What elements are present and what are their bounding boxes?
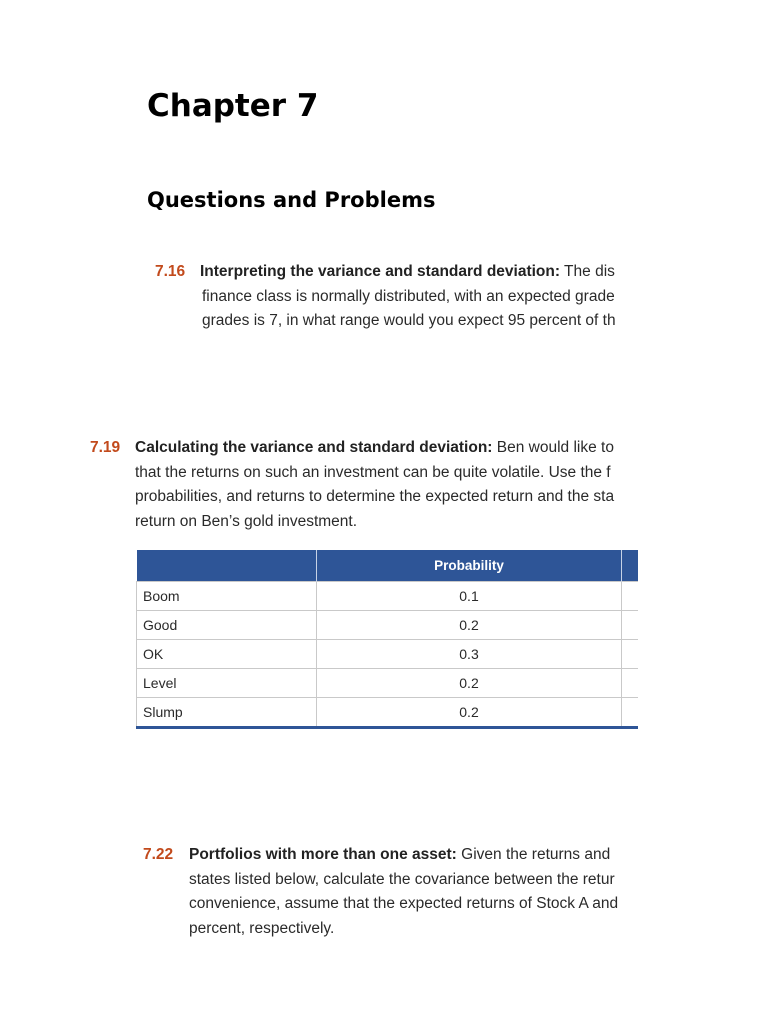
state-cell: Good bbox=[137, 611, 317, 640]
problem-heading: Portfolios with more than one asset: bbox=[189, 846, 457, 863]
problem-line: return on Ben’s gold investment. bbox=[135, 512, 358, 530]
extra-cell bbox=[622, 582, 639, 611]
header-cell-extra bbox=[622, 550, 639, 582]
state-cell: OK bbox=[137, 640, 317, 669]
table-row bbox=[137, 611, 639, 640]
problem-line: percent, respectively. bbox=[189, 919, 335, 937]
problem-line: finance class is normally distributed, with an expected grade bbox=[202, 287, 615, 305]
extra-cell bbox=[622, 640, 639, 669]
problem-number: 7.16 bbox=[155, 263, 186, 280]
chapter-title: Chapter 7 bbox=[147, 88, 319, 124]
extra-cell bbox=[622, 698, 639, 728]
problem-7-16 bbox=[155, 260, 640, 334]
probability-cell: 0.2 bbox=[317, 698, 622, 728]
problem-text: The dis bbox=[560, 263, 615, 280]
state-cell: Level bbox=[137, 669, 317, 698]
probability-table bbox=[136, 550, 638, 732]
problem-line: probabilities, and returns to determine the expected return and the sta bbox=[135, 488, 615, 505]
probability-cell: 0.2 bbox=[317, 669, 622, 698]
problem-line bbox=[143, 843, 640, 868]
problem-heading: Interpreting the variance and standard deviation: bbox=[200, 263, 561, 280]
problem-number: 7.22 bbox=[143, 846, 174, 863]
state-cell: Slump bbox=[137, 698, 317, 728]
table-row bbox=[137, 698, 639, 728]
table-header-row bbox=[137, 550, 639, 582]
problem-text: Given the returns and bbox=[456, 846, 611, 863]
problem-line bbox=[90, 436, 640, 461]
problem-heading: Calculating the variance and standard deviation: bbox=[135, 439, 493, 456]
header-cell-state bbox=[137, 550, 317, 582]
problem-text: Ben would like to bbox=[492, 439, 614, 456]
problem-line: that the returns on such an investment can be quite volatile. Use the f bbox=[135, 463, 611, 481]
problem-line: convenience, assume that the expected returns of Stock A and bbox=[189, 895, 619, 912]
probability-cell: 0.3 bbox=[317, 640, 622, 669]
problem-number: 7.19 bbox=[90, 439, 121, 456]
problem-line bbox=[155, 260, 640, 285]
problem-7-22 bbox=[143, 843, 640, 941]
probability-cell: 0.2 bbox=[317, 611, 622, 640]
table-row bbox=[137, 640, 639, 669]
extra-cell bbox=[622, 611, 639, 640]
probability-cell: 0.1 bbox=[317, 582, 622, 611]
state-cell: Boom bbox=[137, 582, 317, 611]
problem-line: states listed below, calculate the covariance between the retur bbox=[189, 870, 615, 888]
header-cell-probability: Probability bbox=[317, 550, 622, 582]
table-row bbox=[137, 669, 639, 698]
section-title: Questions and Problems bbox=[147, 188, 436, 212]
problem-7-19 bbox=[90, 436, 640, 534]
table-row bbox=[137, 582, 639, 611]
extra-cell bbox=[622, 669, 639, 698]
problem-line: grades is 7, in what range would you expect 95 percent of th bbox=[202, 312, 616, 329]
